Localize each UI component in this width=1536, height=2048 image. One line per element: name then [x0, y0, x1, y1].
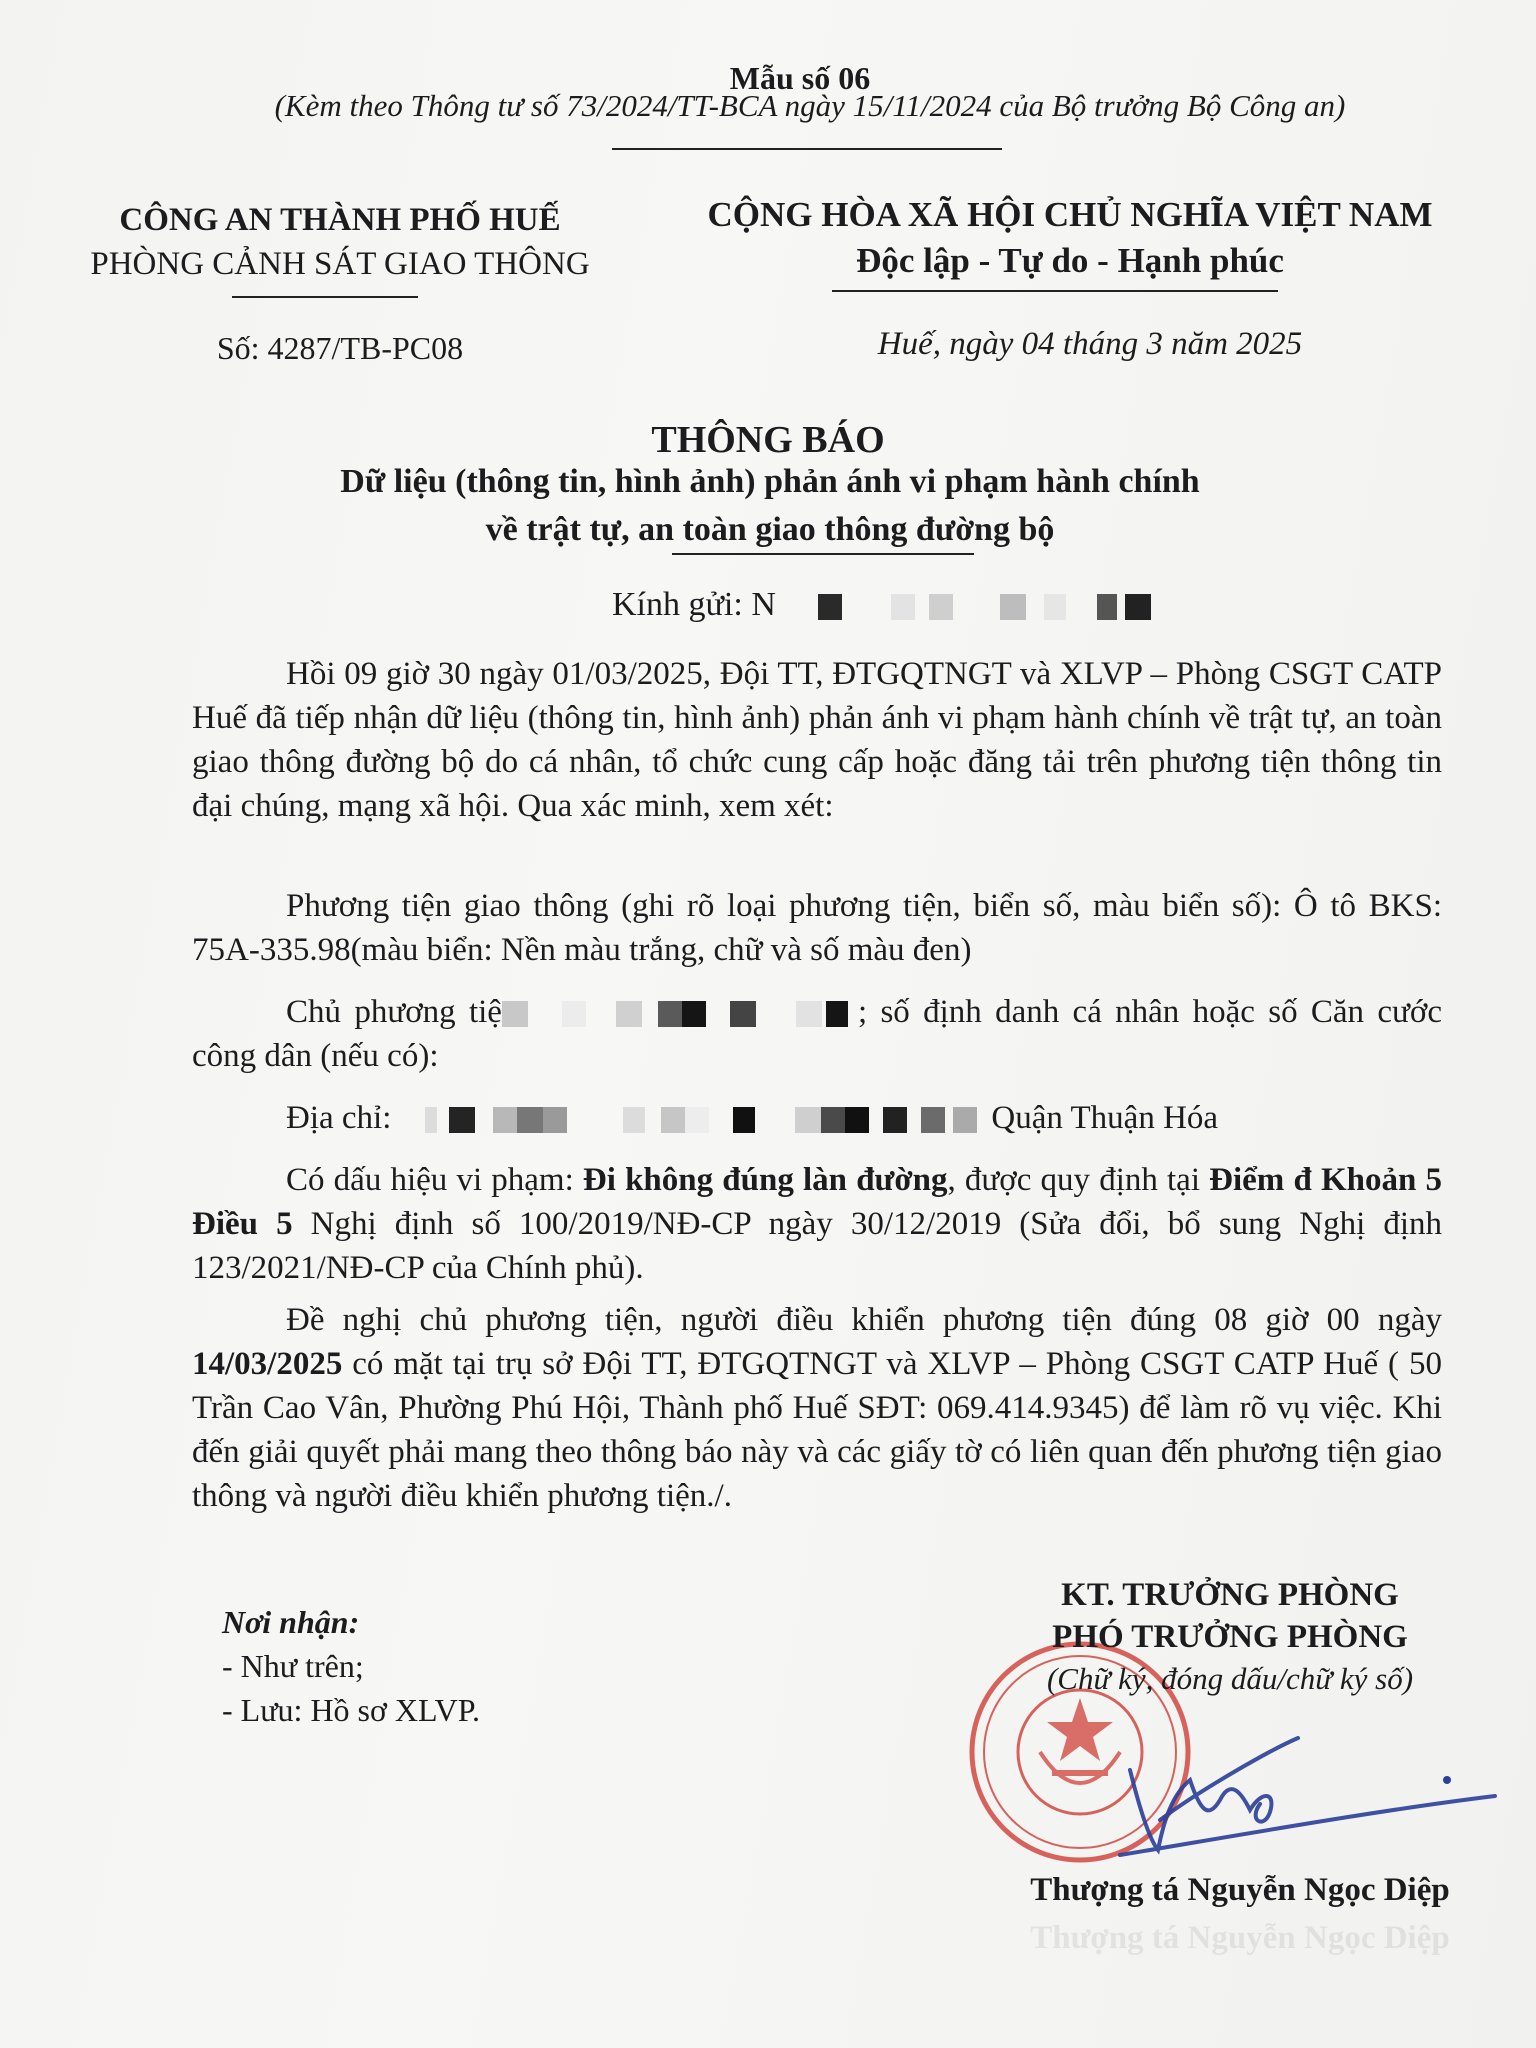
intro-text: Hồi 09 giờ 30 ngày 01/03/2025, Đội TT, ĐTGQTNGT và XLVP – Phòng CSGT CATP Huế đã tiếp nhận dữ liệu (thông tin, hình ảnh) phản ánh vi phạm hành chính về trật tự, an toàn giao thông đường bộ do cá nhân, tổ chức cung cấp hoặc đăng tải trên phương tiện thông tin đại chúng, mạng xã hội. Qua xác minh, xem xét: [192, 656, 1442, 824]
signature-note: (Chữ ký, đóng dấu/chữ ký số) [1046, 1661, 1414, 1696]
address-label: Địa chỉ: [286, 1100, 392, 1136]
violation-name: Đi không đúng làn đường [582, 1162, 948, 1198]
body-paragraph-vehicle [192, 884, 1442, 972]
redaction-block [616, 1001, 642, 1027]
subtitle-line2: về trật tự, an toàn giao thông đường bộ [485, 511, 1055, 548]
redaction-block [661, 1107, 685, 1133]
issuing-agency [60, 198, 620, 286]
signature-line2: PHÓ TRƯỞNG PHÒNG [1052, 1619, 1408, 1655]
addressee-fragment: N [751, 586, 776, 623]
handwritten-signature [1080, 1700, 1500, 1880]
redaction-block [796, 1001, 822, 1027]
redaction-block [1044, 594, 1066, 620]
form-reference: (Kèm theo Thông tư số 73/2024/TT-BCA ngày 15/11/2024 của Bộ trưởng Bộ Công an) [274, 88, 1346, 123]
document-number: Số: 4287/TB-PC08 [216, 330, 464, 366]
redaction-block [1000, 594, 1026, 620]
body-paragraph-address [192, 1096, 1442, 1140]
owner-label: Chủ phương tiệ [286, 994, 502, 1030]
signer-name-bleed-through: Thượng tá Nguyễn Ngọc Diệp [1030, 1920, 1450, 1956]
redaction-block [845, 1107, 869, 1133]
body-paragraph-owner [192, 990, 1442, 1078]
redaction-block [953, 1107, 977, 1133]
body-paragraph-intro [192, 652, 1442, 828]
violation-mid: , được quy định tại [947, 1162, 1210, 1198]
redaction-block [733, 1107, 755, 1133]
address-district: Quận Thuận Hóa [991, 1100, 1219, 1136]
addressee-line [612, 586, 1151, 624]
redaction-block [730, 1001, 756, 1027]
national-header [660, 192, 1480, 284]
redaction-block [891, 594, 915, 620]
form-number: Mẫu số 06 [729, 60, 871, 96]
redaction-block [682, 1001, 706, 1027]
motto-rule [832, 290, 1278, 292]
document-title: THÔNG BÁO [651, 419, 885, 461]
redaction-block [818, 594, 842, 620]
redaction-block [543, 1107, 567, 1133]
recipient-item: - Lưu: Hồ sơ XLVP. [222, 1692, 480, 1728]
title-rule [672, 553, 974, 555]
redaction-block [449, 1107, 475, 1133]
redaction-block [493, 1107, 517, 1133]
signer-name: Thượng tá Nguyễn Ngọc Diệp [1030, 1872, 1450, 1908]
body-paragraph-request [192, 1298, 1442, 1518]
agency-line1: CÔNG AN THÀNH PHỐ HUẾ [119, 202, 561, 238]
redaction-block [562, 1001, 586, 1027]
recipients-block [222, 1600, 480, 1732]
owner-text [192, 990, 1442, 1078]
redaction-block [1125, 594, 1151, 620]
agency-line2: PHÒNG CẢNH SÁT GIAO THÔNG [90, 246, 590, 282]
redaction-block [921, 1107, 945, 1133]
violation-suffix: Nghị định số 100/2019/NĐ-CP ngày 30/12/2019 (Sửa đổi, bổ sung Nghị định 123/2021/NĐ-CP của Chính phủ). [192, 1206, 1443, 1286]
addressee-label: Kính gửi: [612, 586, 752, 623]
subtitle-line1: Dữ liệu (thông tin, hình ảnh) phản ánh vi phạm hành chính [340, 463, 1200, 500]
redaction-block [821, 1107, 845, 1133]
redaction-block [685, 1107, 709, 1133]
request-date: 14/03/2025 [192, 1346, 343, 1382]
request-prefix: Đề nghị chủ phương tiện, người điều khiển phương tiện đúng 08 giờ 00 ngày [286, 1302, 1442, 1338]
request-text [192, 1298, 1442, 1518]
nation-title: CỘNG HÒA XÃ HỘI CHỦ NGHĨA VIỆT NAM [707, 195, 1433, 234]
body-paragraph-violation [192, 1158, 1442, 1290]
redaction-block [1097, 594, 1117, 620]
redaction-block [502, 1001, 528, 1027]
signature-block [950, 1574, 1510, 1700]
owner-id-text: ; số định danh cá nhân hoặc số Căn cước công dân (nếu có): [192, 994, 1442, 1074]
header-rule [612, 148, 1002, 150]
request-suffix: có mặt tại trụ sở Đội TT, ĐTGQTNGT và XLVP – Phòng CSGT CATP Huế ( 50 Trần Cao Vân, Phường Phú Hội, Thành phố Huế SĐT: 069.414.9345) để làm rõ vụ việc. Khi đến giải quyết phải mang theo thông báo này và các giấy tờ có liên quan đến phương tiện giao thông và người điều khiển phương tiện./. [192, 1346, 1442, 1514]
redaction-block [883, 1107, 907, 1133]
violation-text [192, 1158, 1442, 1290]
recipient-item: - Như trên; [222, 1648, 364, 1684]
agency-rule [232, 296, 418, 298]
document-date: Huế, ngày 04 tháng 3 năm 2025 [877, 326, 1303, 362]
address-text [192, 1096, 1442, 1140]
redaction-block [517, 1107, 543, 1133]
violation-clause: Điểm đ Khoản 5 Điều 5 [192, 1162, 1442, 1242]
redaction-block [826, 1001, 848, 1027]
redaction-block [425, 1107, 437, 1133]
recipients-heading: Nơi nhận: [222, 1604, 360, 1640]
redaction-block [929, 594, 953, 620]
signature-line1: KT. TRƯỞNG PHÒNG [1061, 1577, 1399, 1613]
vehicle-text: Phương tiện giao thông (ghi rõ loại phương tiện, biển số, màu biển số): Ô tô BKS: 75A-335.98(màu biển: Nền màu trắng, chữ và số màu đen) [192, 888, 1442, 968]
nation-motto: Độc lập - Tự do - Hạnh phúc [856, 241, 1284, 280]
redaction-block [658, 1001, 682, 1027]
redaction-block [623, 1107, 645, 1133]
redaction-block [795, 1107, 821, 1133]
document-subtitle [230, 458, 1310, 554]
violation-prefix: Có dấu hiệu vi phạm: [286, 1162, 583, 1198]
